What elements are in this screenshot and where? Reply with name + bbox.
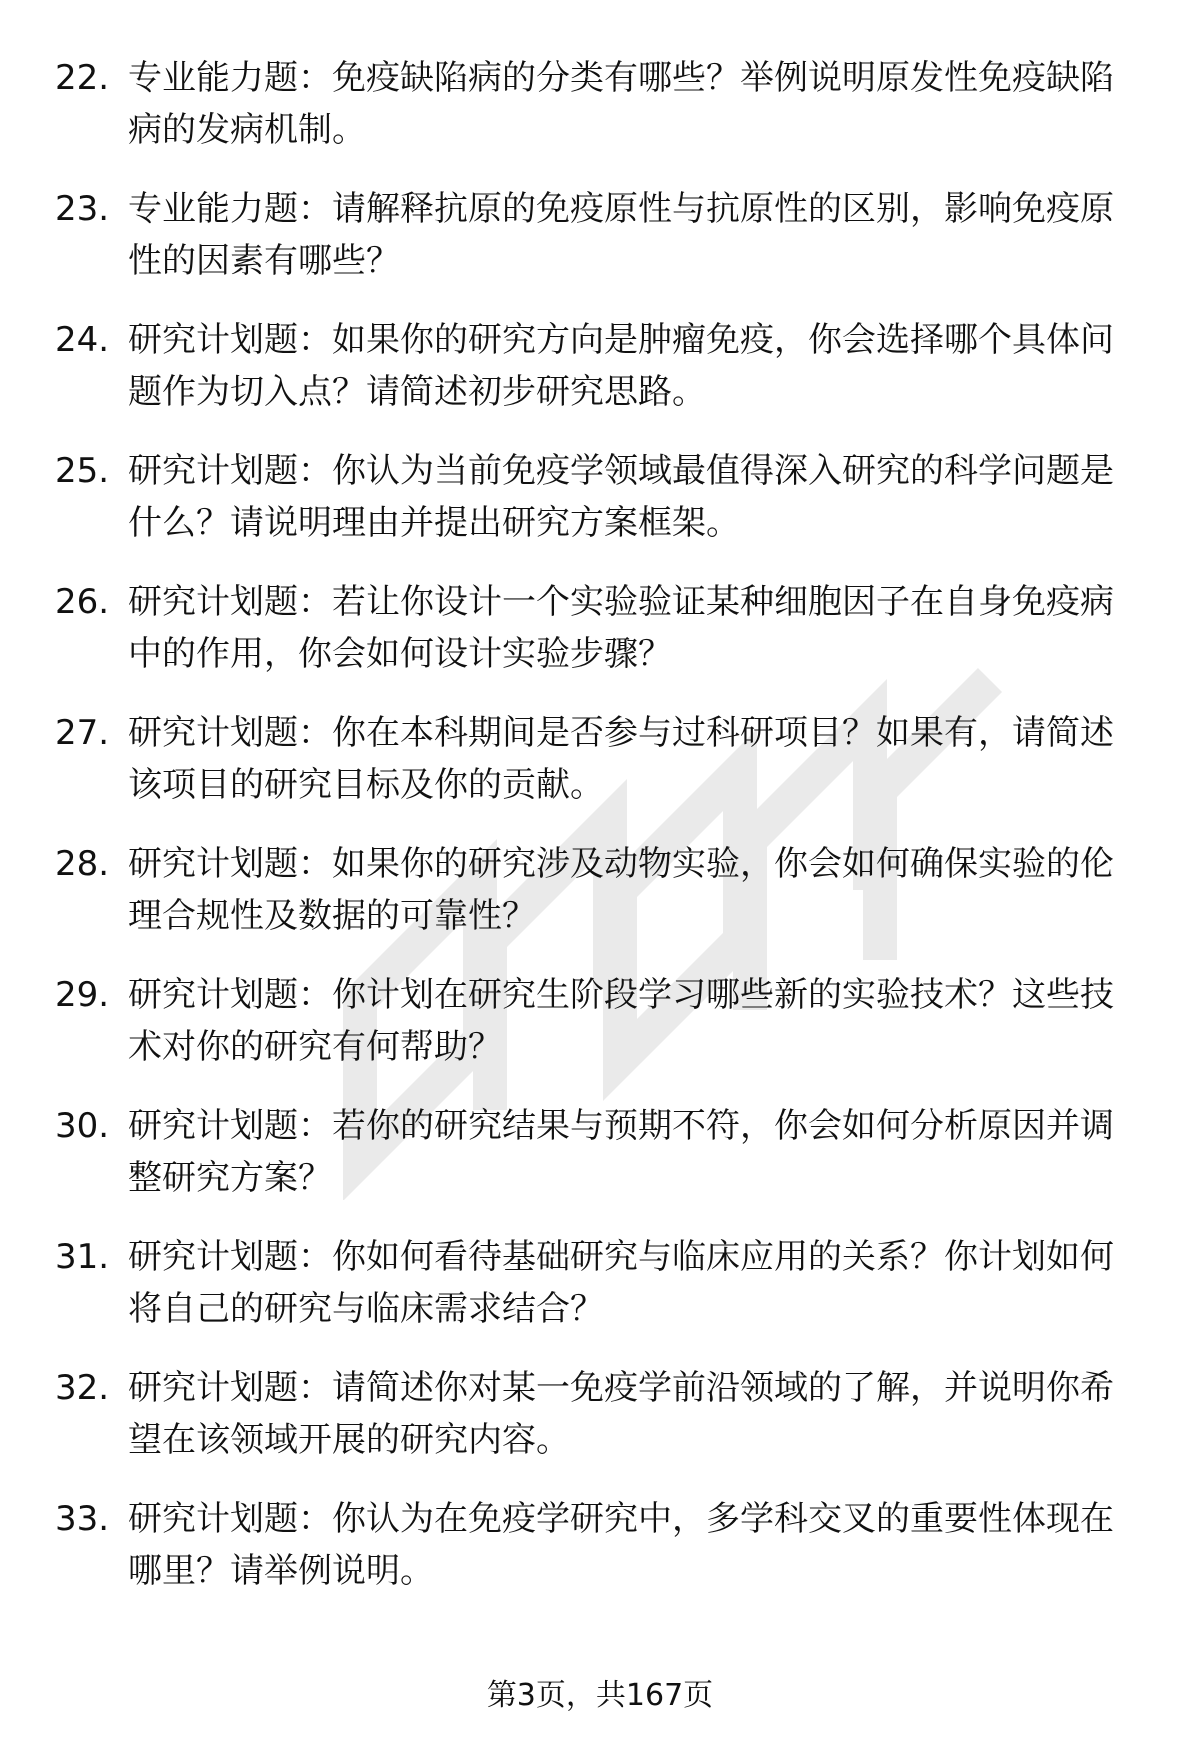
question-text: 研究计划题：你计划在研究生阶段学习哪些新的实验技术？这些技术对你的研究有何帮助？: [128, 975, 1114, 1067]
question-text: 研究计划题：若让你设计一个实验验证某种细胞因子在自身免疫病中的作用，你会如何设计实验步骤？: [128, 582, 1114, 674]
question-text: 研究计划题：若你的研究结果与预期不符，你会如何分析原因并调整研究方案？: [128, 1106, 1114, 1198]
question-item: [0, 183, 1200, 314]
question-number: 30.: [55, 1106, 110, 1146]
question-list: [0, 52, 1200, 1624]
question-text: 专业能力题：请解释抗原的免疫原性与抗原性的区别，影响免疫原性的因素有哪些？: [128, 189, 1114, 281]
question-number: 28.: [55, 844, 110, 884]
page-footer: 第3页，共167页: [486, 1678, 714, 1713]
question-number: 24.: [55, 320, 110, 360]
question-item: [0, 445, 1200, 576]
question-item: [0, 314, 1200, 445]
question-number: 29.: [55, 975, 110, 1015]
question-text: 研究计划题：如果你的研究方向是肿瘤免疫，你会选择哪个具体问题作为切入点？请简述初步研究思路。: [128, 320, 1114, 412]
question-item: [0, 1100, 1200, 1231]
question-number: 23.: [55, 189, 110, 229]
question-number: 26.: [55, 582, 110, 622]
question-item: [0, 1493, 1200, 1624]
question-item: [0, 707, 1200, 838]
question-number: 27.: [55, 713, 110, 753]
question-number: 25.: [55, 451, 110, 491]
question-text: 研究计划题：如果你的研究涉及动物实验，你会如何确保实验的伦理合规性及数据的可靠性？: [128, 844, 1114, 936]
question-item: [0, 838, 1200, 969]
question-item: [0, 969, 1200, 1100]
question-number: 32.: [55, 1368, 110, 1408]
question-text: 研究计划题：你如何看待基础研究与临床应用的关系？你计划如何将自己的研究与临床需求结合？: [128, 1237, 1114, 1329]
question-item: [0, 52, 1200, 183]
question-number: 22.: [55, 58, 110, 98]
question-text: 研究计划题：你认为在免疫学研究中，多学科交叉的重要性体现在哪里？请举例说明。: [128, 1499, 1114, 1591]
question-text: 研究计划题：你在本科期间是否参与过科研项目？如果有，请简述该项目的研究目标及你的贡献。: [128, 713, 1114, 805]
question-text: 专业能力题：免疫缺陷病的分类有哪些？举例说明原发性免疫缺陷病的发病机制。: [128, 58, 1114, 150]
question-item: [0, 1362, 1200, 1493]
question-text: 研究计划题：请简述你对某一免疫学前沿领域的了解，并说明你希望在该领域开展的研究内容。: [128, 1368, 1114, 1460]
question-number: 31.: [55, 1237, 110, 1277]
question-item: [0, 576, 1200, 707]
question-number: 33.: [55, 1499, 110, 1539]
question-text: 研究计划题：你认为当前免疫学领域最值得深入研究的科学问题是什么？请说明理由并提出研究方案框架。: [128, 451, 1114, 543]
question-item: [0, 1231, 1200, 1362]
